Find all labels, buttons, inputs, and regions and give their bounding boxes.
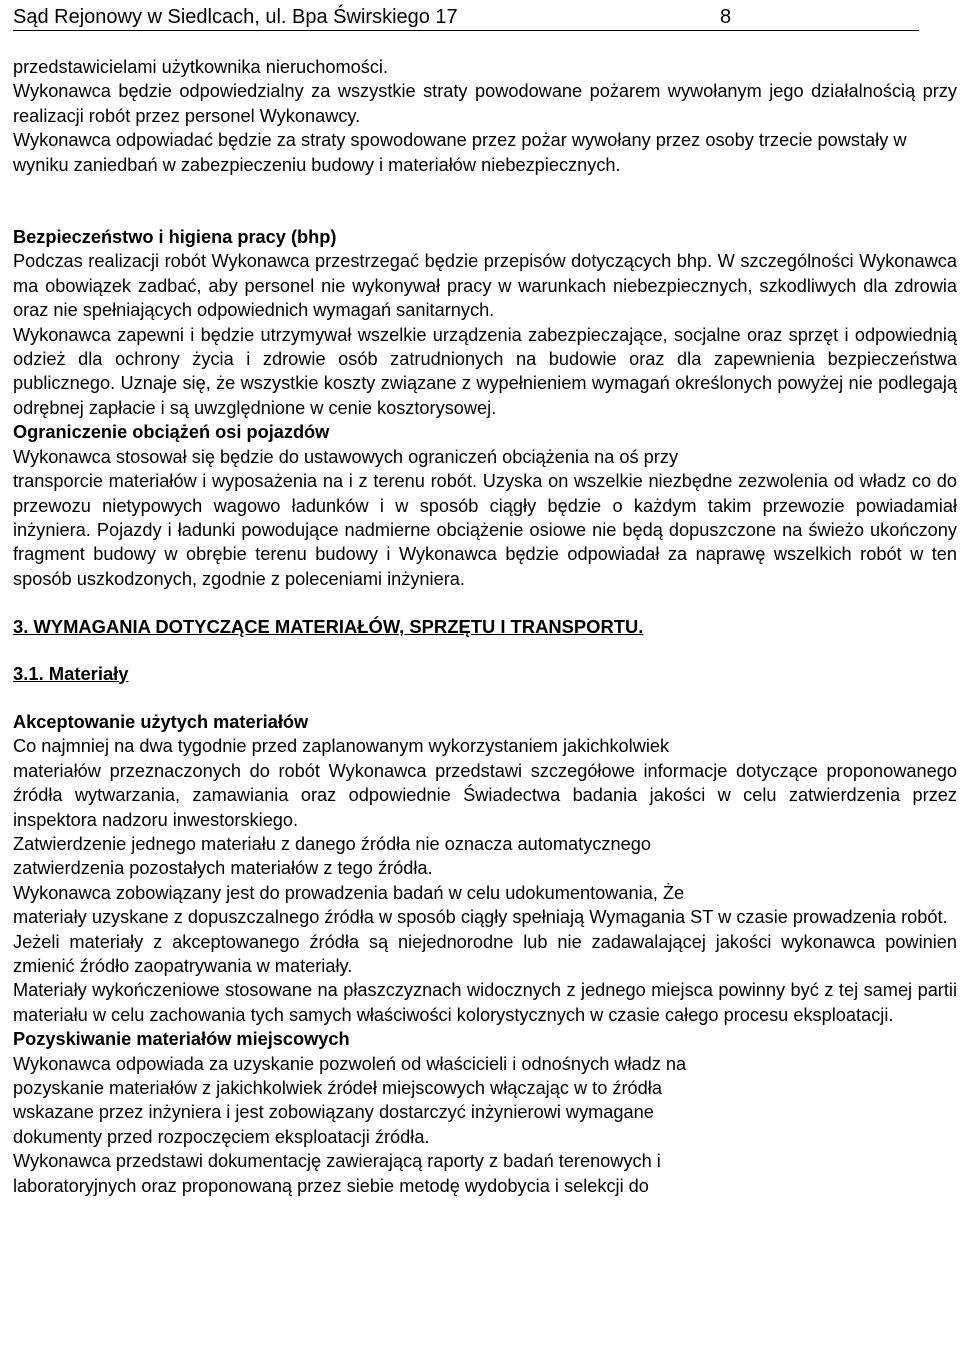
paragraph: Zatwierdzenie jednego materiału z danego źródła nie oznacza automatycznego: [13, 833, 651, 854]
heading-axle-load: Ograniczenie obciążeń osi pojazdów: [13, 422, 330, 443]
heading-section-3: 3. WYMAGANIA DOTYCZĄCE MATERIAŁÓW, SPRZĘTU I TRANSPORTU.: [13, 616, 644, 638]
paragraph: Co najmniej na dwa tygodnie przed zaplanowanym wykorzystaniem jakichkolwiek: [13, 736, 670, 757]
paragraph: transporcie materiałów i wyposażenia na i z terenu robót. Uzyska on wszelkie niezbędne zezwolenia od władz co do przewozu nietypowych wagowo ładunków i w sposób ciągły będzie o każdym takim przewozie powiadamiał inżyniera. Pojazdy i ładunki powodujące nadmierne obciążenie osiowe nie będą dopuszczone na świeżo ukończony fragment budowy w obrębie terenu budowy i Wykonawca będzie odpowiadał za naprawę wszelkich robót w ten sposób uszkodzonych, zgodnie z poleceniami inżyniera.: [13, 471, 957, 589]
paragraph: Wykonawca odpowiada za uzyskanie pozwoleń od właścicieli i odnośnych władz na: [13, 1053, 687, 1074]
heading-bhp: Bezpieczeństwo i higiena pracy (bhp): [13, 227, 337, 248]
heading-section-3-1: 3.1. Materiały: [13, 662, 129, 684]
paragraph: Podczas realizacji robót Wykonawca przestrzegać będzie przepisów dotyczących bhp. W szczególności Wykonawca ma obowiązek zadbać, aby personel nie wykonywał pracy w warunkach niebezpiecznych, szkodliwych dla zdrowia oraz nie spełniających odpowiednich wymagań sanitarnych.: [13, 251, 957, 321]
paragraph: Wykonawca stosował się będzie do ustawowych ograniczeń obciążenia na oś przy: [13, 446, 679, 467]
paragraph: wskazane przez inżyniera i jest zobowiązany dostarczyć inżynierowi wymagane: [13, 1102, 654, 1123]
paragraph: materiały uzyskane z dopuszczalnego źródła w sposób ciągły spełniają Wymagania ST w czasie prowadzenia robót.: [13, 907, 948, 928]
page-header: [13, 4, 919, 31]
paragraph: Jeżeli materiały z akceptowanego źródła są niejednorodne lub nie zadawalającej jakości wykonawca powinien zmienić źródło zaopatrywania w materiały.: [13, 931, 957, 976]
paragraph: materiałów przeznaczonych do robót Wykonawca przedstawi szczegółowe informacje dotyczące proponowanego źródła wytwarzania, zamawiania oraz odpowiednie Świadectwa badania jakości w celu zatwierdzenia przez inspektora nadzoru inwestorskiego.: [13, 760, 957, 830]
document-body: [13, 55, 957, 1198]
paragraph: Wykonawca odpowiadać będzie za straty spowodowane przez pożar wywołany przez osoby trzecie powstały w wyniku zaniedbań w zabezpieczeniu budowy i materiałów niebezpiecznych.: [13, 130, 907, 175]
heading-local-materials: Pozyskiwanie materiałów miejscowych: [13, 1029, 350, 1050]
court-name: Sąd Rejonowy w Siedlcach, ul. Bpa Świrskiego 17: [13, 6, 458, 28]
paragraph: Wykonawca będzie odpowiedzialny za wszystkie straty powodowane pożarem wywołanym jego działalnością przy realizacji robót przez personel Wykonawcy.: [13, 81, 957, 126]
paragraph: dokumenty przed rozpoczęciem eksploatacji źródła.: [13, 1126, 430, 1147]
heading-material-acceptance: Akceptowanie użytych materiałów: [13, 711, 309, 732]
paragraph: przedstawicielami użytkownika nieruchomości.: [13, 57, 389, 77]
page-number: 8: [720, 6, 732, 28]
document-page: [13, 0, 957, 1196]
paragraph: laboratoryjnych oraz proponowaną przez siebie metodę wydobycia i selekcji do: [13, 1175, 649, 1196]
paragraph: pozyskanie materiałów z jakichkolwiek źródeł miejscowych włączając w to źródła: [13, 1078, 662, 1099]
paragraph: Wykonawca zapewni i będzie utrzymywał wszelkie urządzenia zabezpieczające, socjalne oraz sprzęt i odpowiednią odzież dla ochrony życia i zdrowie osób zatrudnionych na budowie oraz dla zapewnienia bezpieczeństwa publicznego. Uznaje się, że wszystkie koszty związane z wypełnieniem wymagań określonych powyżej nie podlegają odrębnej zapłacie i są uwzględnione w cenie kosztorysowej.: [13, 324, 957, 418]
paragraph: Materiały wykończeniowe stosowane na płaszczyznach widocznych z jednego miejsca powinny być z tej samej partii materiału w celu zachowania tych samych właściwości kolorystycznych w czasie całego procesu eksploatacji.: [13, 980, 957, 1025]
paragraph: Wykonawca przedstawi dokumentację zawierającą raporty z badań terenowych i: [13, 1151, 661, 1172]
paragraph: zatwierdzenia pozostałych materiałów z tego źródła.: [13, 858, 433, 879]
paragraph: Wykonawca zobowiązany jest do prowadzenia badań w celu udokumentowania, Że: [13, 882, 685, 903]
